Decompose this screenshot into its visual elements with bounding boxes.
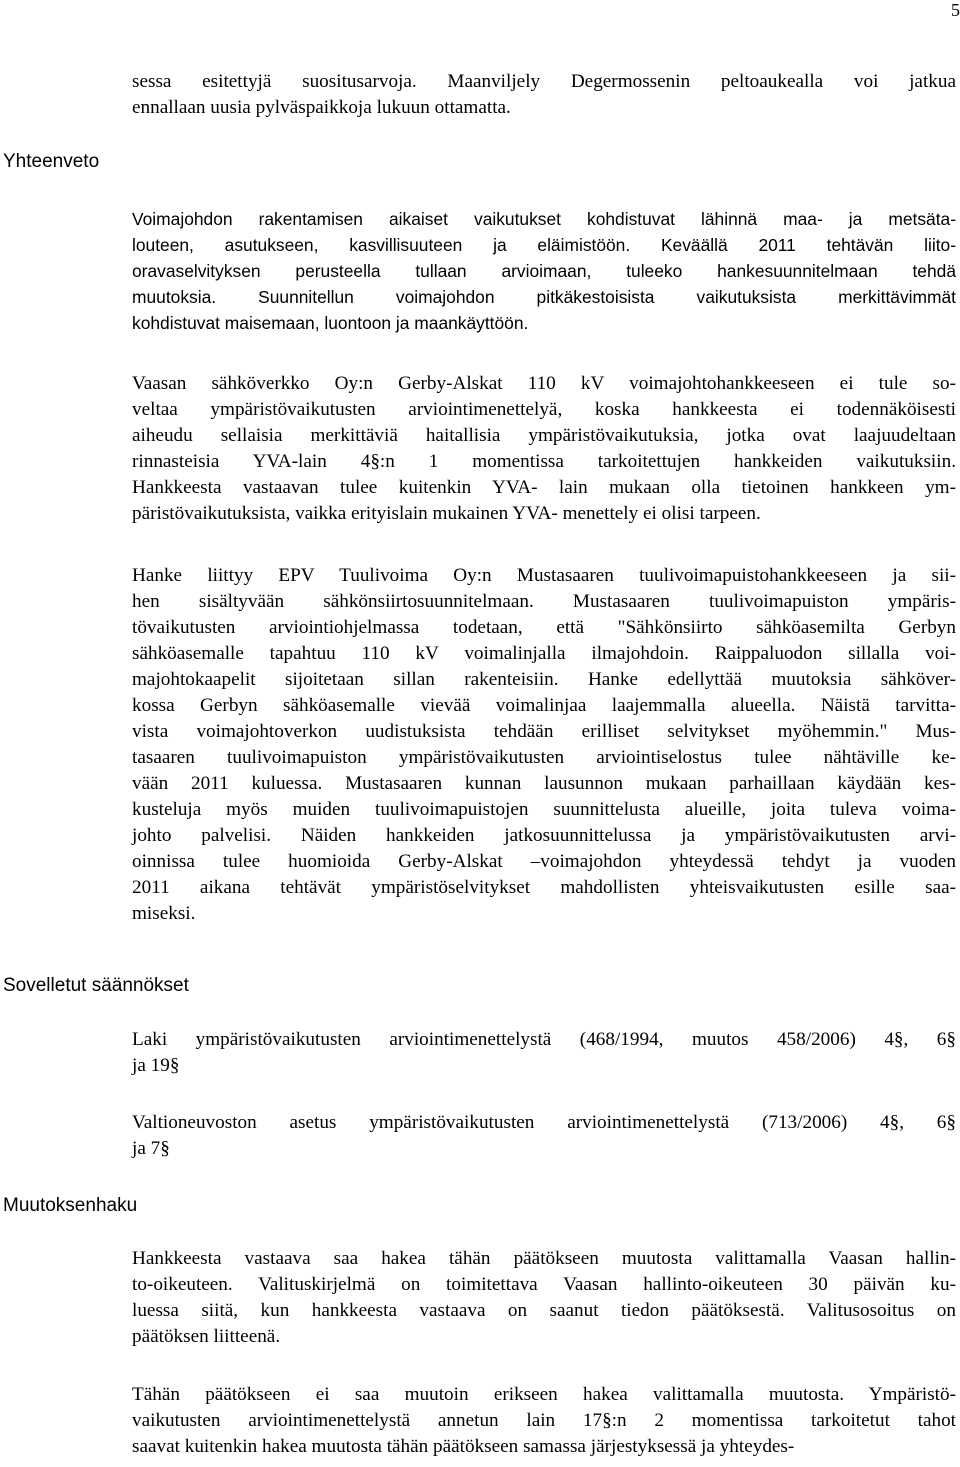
text-line: Voimajohdon rakentamisen aikaiset vaikutukset kohdistuvat lähinnä maa- ja metsäta-: [132, 209, 956, 229]
text-line: kusteluja myös muiden tuulivoimapuistojen suunnittelusta alueille, joita tuleva voima-: [132, 799, 956, 820]
paragraph-regulation-decree: [132, 1110, 956, 1162]
paragraph-regulation-act: [132, 1027, 956, 1079]
text-line: Tähän päätökseen ei saa muutoin erikseen hakea valittamalla muutosta. Ympäristö-: [132, 1384, 956, 1405]
text-line: tasaaren tuulivoimapuiston ympäristövaikutusten arviointiselostus tulee nähtäville ke-: [132, 747, 956, 768]
paragraph-summary-eia-applicability: [132, 371, 956, 527]
page-number: 5: [951, 0, 960, 20]
text-line: sessa esitettyjä suositusarvoja. Maanviljely Degermossenin peltoaukealla voi jatkua: [132, 71, 956, 92]
text-line: muutoksia. Suunnitellun voimajohdon pitkäkestoisista vaikutuksista merkittävimmät: [132, 287, 956, 307]
text-line: Vaasan sähköverkko Oy:n Gerby-Alskat 110 kV voimajohtohankkeeseen ei tule so-: [132, 373, 956, 394]
text-line: ennallaan uusia pylväspaikkoja lukuun ottamatta.: [132, 97, 511, 118]
text-line: kohdistuvat maisemaan, luontoon ja maankäyttöön.: [132, 313, 529, 333]
text-line: 2011 aikana tehtävät ympäristöselvitykset mahdollisten yhteisvaikutusten esille saa-: [132, 877, 956, 898]
text-line: päätöksen liitteenä.: [132, 1326, 281, 1347]
paragraph-summary-impacts: [132, 206, 956, 336]
text-line: johto palvelisi. Näiden hankkeiden jatkosuunnittelussa ja ympäristövaikutusten arvi-: [132, 825, 956, 846]
summary-heading: Yhteenveto: [3, 151, 100, 172]
text-line: vaikutusten arviointimenettelystä annetun lain 17§:n 2 momentissa tarkoitetut tahot: [132, 1410, 956, 1431]
text-line: luessa siitä, kun hankkeesta vastaava on saanut tiedon päätöksestä. Valitusosoitus on: [132, 1300, 956, 1321]
text-line: aiheudu sellaisia merkittäviä haitallisia ympäristövaikutuksia, jotka ovat laajuudeltaan: [132, 425, 956, 446]
text-line: tövaikutusten arviointiohjelmassa todetaan, että "Sähkönsiirto sähköasemilta Gerbyn: [132, 617, 956, 638]
text-line: Laki ympäristövaikutusten arviointimenettelystä (468/1994, muutos 458/2006) 4§, 6§: [132, 1029, 956, 1050]
text-line: oinnissa tulee huomioida Gerby-Alskat –voimajohdon yhteydessä tehdyt ja vuoden: [132, 851, 956, 872]
text-line: oravaselvityksen perusteella tullaan arvioimaan, tuleeko hankesuunnitelmaan tehdä: [132, 261, 956, 281]
text-line: Hankkeesta vastaava saa hakea tähän päätökseen muutosta valittamalla Vaasan hallin-: [132, 1248, 956, 1269]
text-line: Valtioneuvoston asetus ympäristövaikutusten arviointimenettelystä (713/2006) 4§, 6§: [132, 1112, 956, 1133]
text-line: to-oikeuteen. Valituskirjelmä on toimitettava Vaasan hallinto-oikeuteen 30 päivän ku-: [132, 1274, 956, 1295]
text-line: päristövaikutuksista, vaikka erityislain mukainen YVA- menettely ei olisi tarpeen.: [132, 503, 761, 524]
text-line: majohtokaapelit sijoitetaan sillan rakenteisiin. Hanke edellyttää muutoksia sähköver-: [132, 669, 956, 690]
text-line: miseksi.: [132, 903, 196, 924]
text-line: kossa Gerbyn sähköasemalle vievää voimalinjaa laajemmalla alueella. Näistä tarvitta-: [132, 695, 956, 716]
paragraph-appeal-restriction: [132, 1382, 956, 1460]
text-line: Hankkeesta vastaavan tulee kuitenkin YVA- lain mukaan olla tietoinen hankkeen ym-: [132, 477, 956, 498]
paragraph-summary-wind-power-link: [132, 563, 956, 927]
paragraph-appeal-instructions: [132, 1246, 956, 1350]
text-line: sähköasemalle tapahtuu 110 kV voimalinjalla ilmajohdoin. Raippaluodon sillalla voi-: [132, 643, 956, 664]
text-line: rinnasteisia YVA-lain 4§:n 1 momentissa tarkoitettujen hankkeiden vaikutuksiin.: [132, 451, 956, 472]
text-line: hen sisältyvään sähkönsiirtosuunnitelmaan. Mustasaaren tuulivoimapuiston ympäris-: [132, 591, 956, 612]
appeal-heading: Muutoksenhaku: [3, 1195, 138, 1216]
text-line: vään 2011 kuluessa. Mustasaaren kunnan lausunnon mukaan parhaillaan käydään kes-: [132, 773, 956, 794]
text-line: ja 7§: [132, 1138, 170, 1159]
text-line: ja 19§: [132, 1055, 180, 1076]
paragraph-intro-continuation: [132, 69, 956, 121]
text-line: vista voimajohtoverkon uudistuksista tehdään erilliset selvitykset myöhemmin." Mus-: [132, 721, 956, 742]
regulations-heading: Sovelletut säännökset: [3, 975, 189, 996]
text-line: Hanke liittyy EPV Tuulivoima Oy:n Mustasaaren tuulivoimapuistohankkeeseen ja sii-: [132, 565, 956, 586]
text-line: veltaa ympäristövaikutusten arviointimenettelyä, koska hankkeesta ei todennäköisesti: [132, 399, 956, 420]
text-line: louteen, asutukseen, kasvillisuuteen ja eläimistöön. Keväällä 2011 tehtävän liito-: [132, 235, 956, 255]
text-line: saavat kuitenkin hakea muutosta tähän päätökseen samassa järjestyksessä ja yhteydes-: [132, 1436, 795, 1457]
